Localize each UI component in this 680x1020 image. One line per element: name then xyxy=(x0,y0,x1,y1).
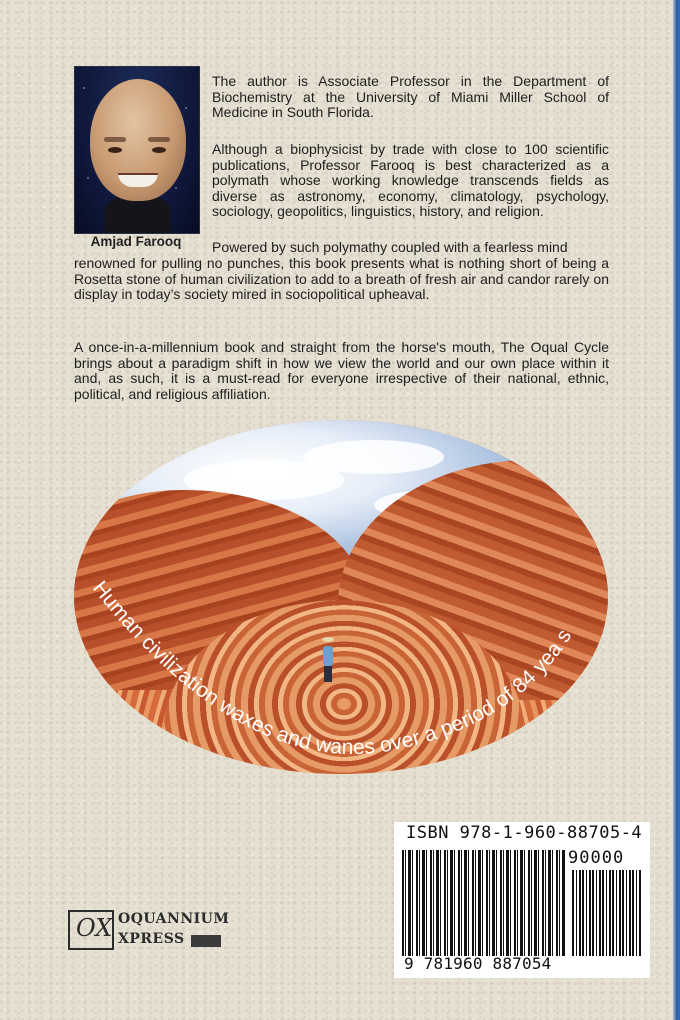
price-code: 90000 xyxy=(568,848,625,868)
spine-edge xyxy=(673,0,680,1020)
svg-text:Human civilization waxes and w xyxy=(88,577,576,759)
publisher-mark-icon: OX xyxy=(68,910,114,950)
bio-paragraph-3-rest: renowned for pulling no punches, this book presents what is nothing short of being a Rosetta stone of human civilization to add to a breath of fresh air and candor rarely on display in today’s society mired in sociopolitical upheaval. xyxy=(74,255,609,303)
author-name: Amjad Farooq xyxy=(90,234,182,249)
canyon-image xyxy=(74,420,608,774)
publisher-bar xyxy=(191,935,221,947)
publisher-name-line1: OQUANNIUM xyxy=(118,911,230,927)
bio-paragraph-1: The author is Associate Professor in the Department of Biochemistry at the University of Miami Miller School of Medicine in South Florida. xyxy=(212,73,609,121)
arc-caption xyxy=(74,420,608,774)
barcode-digits: 9 781960 887054 xyxy=(404,954,552,973)
author-photo xyxy=(74,66,200,234)
barcode-bars-main xyxy=(402,850,566,956)
publisher-logo xyxy=(68,910,228,950)
barcode-bars-addon xyxy=(572,870,642,956)
bio-paragraph-2: Although a biophysicist by trade with close to 100 scientific publications, Professor Farooq is best characterized as a polymath whose working knowledge transcends fields as diverse as astronomy, economy, climatology, psychology, sociology, geopolitics, linguistics, history, and religion. xyxy=(212,141,609,220)
bio-paragraph-4: A once-in-a-millennium book and straight from the horse's mouth, The Oqual Cycle brings about a paradigm shift in how we view the world and our own place within it and, as such, it is a must-read for everyone irrespective of their national, ethnic, political, and religious affiliation. xyxy=(74,339,609,402)
isbn-barcode xyxy=(394,822,650,978)
arc-caption-text: Human civilization waxes and wanes over a period of 84 yea s xyxy=(88,576,577,760)
isbn-number: ISBN 978-1-960-88705-4 xyxy=(406,823,643,843)
bio-paragraph-3-start: Powered by such polymathy coupled with a fearless mind xyxy=(212,239,568,255)
publisher-name-line2: XPRESS xyxy=(118,931,185,947)
